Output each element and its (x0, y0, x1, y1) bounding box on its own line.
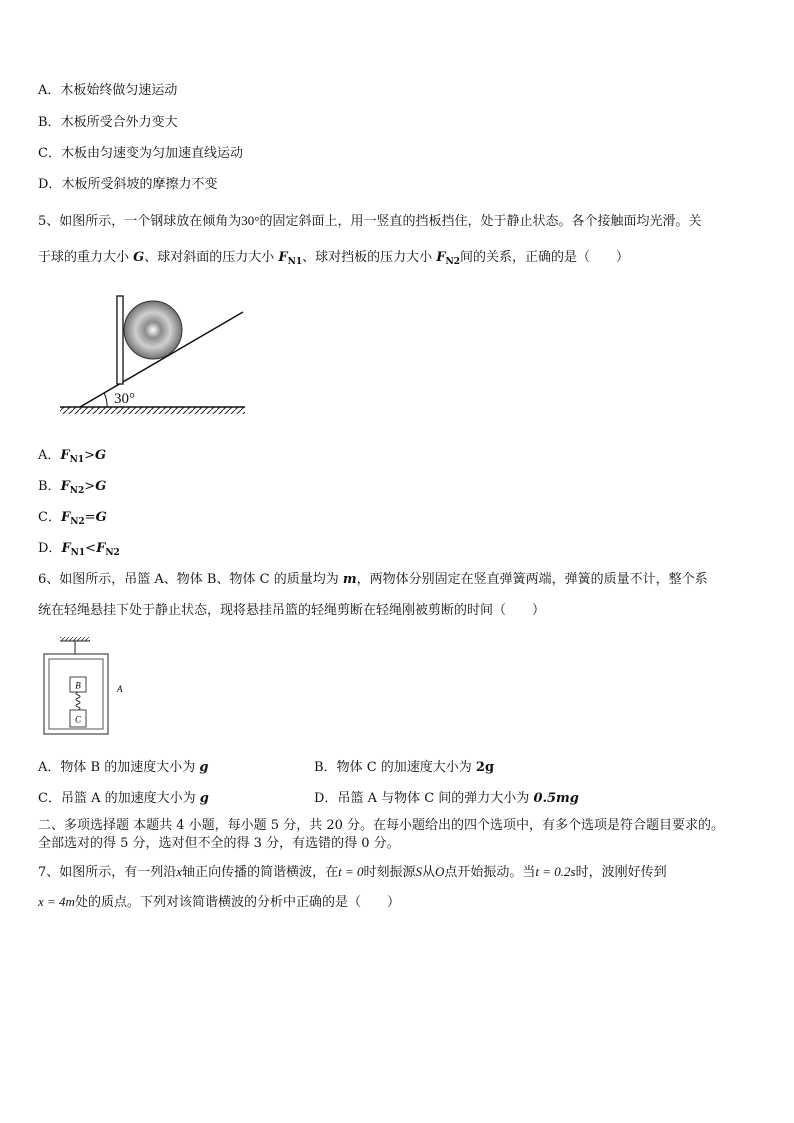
spring (76, 692, 80, 710)
q5-incline-figure (55, 290, 255, 420)
q4-option-d: D．木板所受斜坡的摩擦力不变 (38, 177, 218, 192)
block-c-label: C (74, 714, 82, 725)
angle-label: 30° (114, 391, 135, 407)
q6-option-d: D．吊篮 A 与物体 C 间的弹力大小为 0.5mg (314, 791, 579, 806)
ceiling-hatch (60, 637, 90, 641)
q5-option-d: D．$F_{N1}<F_{N2}$ (38, 541, 120, 558)
q5-option-b: B．$F_{N2}>G$ (38, 479, 107, 496)
section2-line2: 全部选对的得 5 分，选对但不全的得 3 分，有选错的得 0 分。 (38, 836, 400, 851)
steel-ball (124, 301, 182, 359)
q6-option-c: C．吊篮 A 的加速度大小为 g (38, 791, 209, 806)
block-b-label: B (75, 680, 81, 691)
q5-option-c: C．$F_{N2}=G$ (38, 510, 107, 527)
baffle-board (117, 296, 123, 384)
q7-stem-line2: x = 4m处的质点。下列对该简谐横波的分析中正确的是（ ） (38, 894, 400, 910)
q4-option-a: A．木板始终做匀速运动 (38, 83, 178, 98)
q6-option-b: B．物体 C 的加速度大小为 2g (314, 760, 495, 775)
basket-a-label: A (117, 684, 123, 694)
q7-stem-line1: 7、如图所示，有一列沿x轴正向传播的简谐横波，在t = 0时刻振源S从O点开始振动。当t = 0.2s时，波刚好传到 (38, 864, 667, 880)
q4-option-c: C．木板由匀速变为匀加速直线运动 (38, 146, 243, 161)
q5-stem-line2: 于球的重力大小 G、球对斜面的压力大小 $F_{N1}$、球对挡板的压力大小 $F_{N2}$间的关系，正确的是（ ） (38, 250, 630, 267)
q6-stem-line1: 6、如图所示，吊篮 A、物体 B、物体 C 的质量均为 m，两物体分别固定在竖直弹簧两端，弹簧的质量不计，整个系 (38, 572, 708, 587)
ground-hatch (60, 407, 245, 414)
q6-stem-line2: 统在轻绳悬挂下处于静止状态，现将悬挂吊篮的轻绳剪断在轻绳刚被剪断的时间（ ） (38, 603, 546, 618)
q4-option-b: B．木板所受合外力变大 (38, 115, 178, 130)
section2-line1: 二、多项选择题 本题共 4 小题，每小题 5 分，共 20 分。在每小题给出的四个选项中，有多个选项是符合题目要求的。 (38, 818, 725, 833)
q5-stem-line1: 5、如图所示，一个钢球放在倾角为30°的固定斜面上，用一竖直的挡板挡住，处于静止状态。各个接触面均光滑。关 (38, 213, 702, 229)
q5-option-a: A．$F_{N1}>G$ (38, 448, 107, 465)
q6-basket-figure (40, 634, 140, 746)
angle-arc (104, 393, 107, 407)
q6-option-a: A．物体 B 的加速度大小为 g (38, 760, 209, 775)
